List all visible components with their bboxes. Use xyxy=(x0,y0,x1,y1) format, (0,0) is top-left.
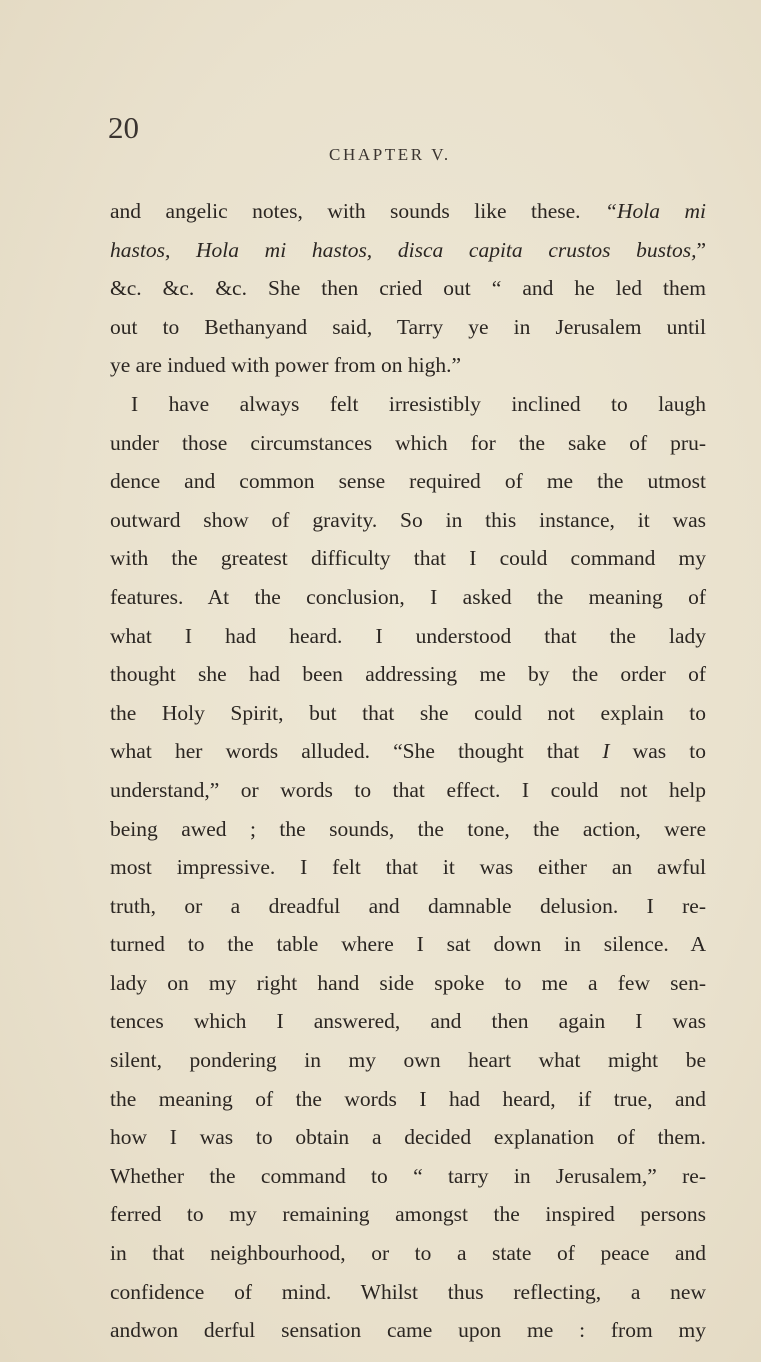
text-run: under those circumstances which for the sake of pru- xyxy=(110,430,706,455)
text-run: most impressive. I felt that it was either an awful xyxy=(110,855,706,880)
text-run: what I had heard. I understood that the lady xyxy=(110,623,706,648)
text-line xyxy=(110,1234,706,1273)
text-line xyxy=(110,771,706,810)
text-line xyxy=(110,887,706,926)
text-run: andwon derful sensation came upon me : from my xyxy=(110,1318,706,1343)
text-line xyxy=(110,694,706,733)
text-run: understand,” or words to that effect. I could not help xyxy=(110,777,706,802)
text-line xyxy=(110,578,706,617)
text-line xyxy=(110,655,706,694)
text-run: thought she had been addressing me by the order of xyxy=(110,662,706,687)
text-run: the Holy Spirit, but that she could not explain to xyxy=(110,700,706,725)
text-run: the meaning of the words I had heard, if true, and xyxy=(110,1086,706,1111)
text-run: out to Bethanyand said, Tarry ye in Jerusalem until xyxy=(110,314,706,339)
text-line xyxy=(110,231,706,270)
text-run: truth, or a dreadful and damnable delusion. I re- xyxy=(110,893,706,918)
text-run: confidence of mind. Whilst thus reflecting, a new xyxy=(110,1279,706,1304)
text-line xyxy=(110,539,706,578)
text-line xyxy=(110,501,706,540)
text-run: what her words alluded. “She thought that xyxy=(110,739,603,764)
text-line xyxy=(110,964,706,1003)
text-run: tences which I answered, and then again I was xyxy=(110,1009,706,1034)
italic-text: “Hola mi xyxy=(605,199,706,223)
text-run: outward show of gravity. So in this instance, it was xyxy=(110,507,706,532)
text-line xyxy=(110,462,706,501)
text-line xyxy=(110,1080,706,1119)
text-run: dence and common sense required of me the utmost xyxy=(110,469,706,494)
text-line xyxy=(110,1311,706,1350)
text-line xyxy=(110,385,706,424)
text-run: how I was to obtain a decided explanation of them. xyxy=(110,1125,706,1150)
text-run: features. At the conclusion, I asked the meaning of xyxy=(110,584,706,609)
text-line xyxy=(110,424,706,463)
text-line xyxy=(110,1041,706,1080)
text-line xyxy=(110,1273,706,1312)
text-line xyxy=(110,308,706,347)
text-run: was to xyxy=(609,739,706,764)
italic-text: I xyxy=(602,739,610,764)
text-line xyxy=(110,732,706,771)
text-line xyxy=(110,810,706,849)
text-line xyxy=(110,617,706,656)
text-run: I have always felt irresistibly inclined to laugh xyxy=(131,391,706,416)
text-line xyxy=(110,848,706,887)
text-run: ” xyxy=(696,237,706,262)
body-text xyxy=(110,192,706,1350)
text-line xyxy=(110,1157,706,1196)
page-number: 20 xyxy=(108,110,139,145)
text-line xyxy=(110,192,706,231)
italic-text: hastos, Hola mi hastos, disca capita crustos bustos, xyxy=(110,237,697,262)
text-run: silent, pondering in my own heart what might be xyxy=(110,1048,706,1073)
text-run: with the greatest difficulty that I could command my xyxy=(110,546,706,571)
text-line xyxy=(110,1002,706,1041)
text-run: being awed ; the sounds, the tone, the action, were xyxy=(110,816,706,841)
text-line xyxy=(110,269,706,308)
text-run: ye are indued with power from on high.” xyxy=(110,353,462,378)
text-run: and angelic notes, with sounds like these. xyxy=(110,199,606,223)
text-run: in that neighbourhood, or to a state of peace and xyxy=(110,1241,706,1266)
text-run: &c. &c. &c. She then cried out “ and he led them xyxy=(110,276,706,301)
text-line xyxy=(110,1118,706,1157)
text-line xyxy=(110,346,706,385)
text-run: turned to the table where I sat down in silence. A xyxy=(110,932,706,957)
text-line xyxy=(110,925,706,964)
text-run: lady on my right hand side spoke to me a few sen- xyxy=(110,970,706,995)
text-run: ferred to my remaining amongst the inspired persons xyxy=(110,1202,706,1227)
text-line xyxy=(110,1195,706,1234)
text-run: Whether the command to “ tarry in Jerusalem,” re- xyxy=(110,1163,706,1188)
running-head: CHAPTER V. xyxy=(329,145,451,164)
